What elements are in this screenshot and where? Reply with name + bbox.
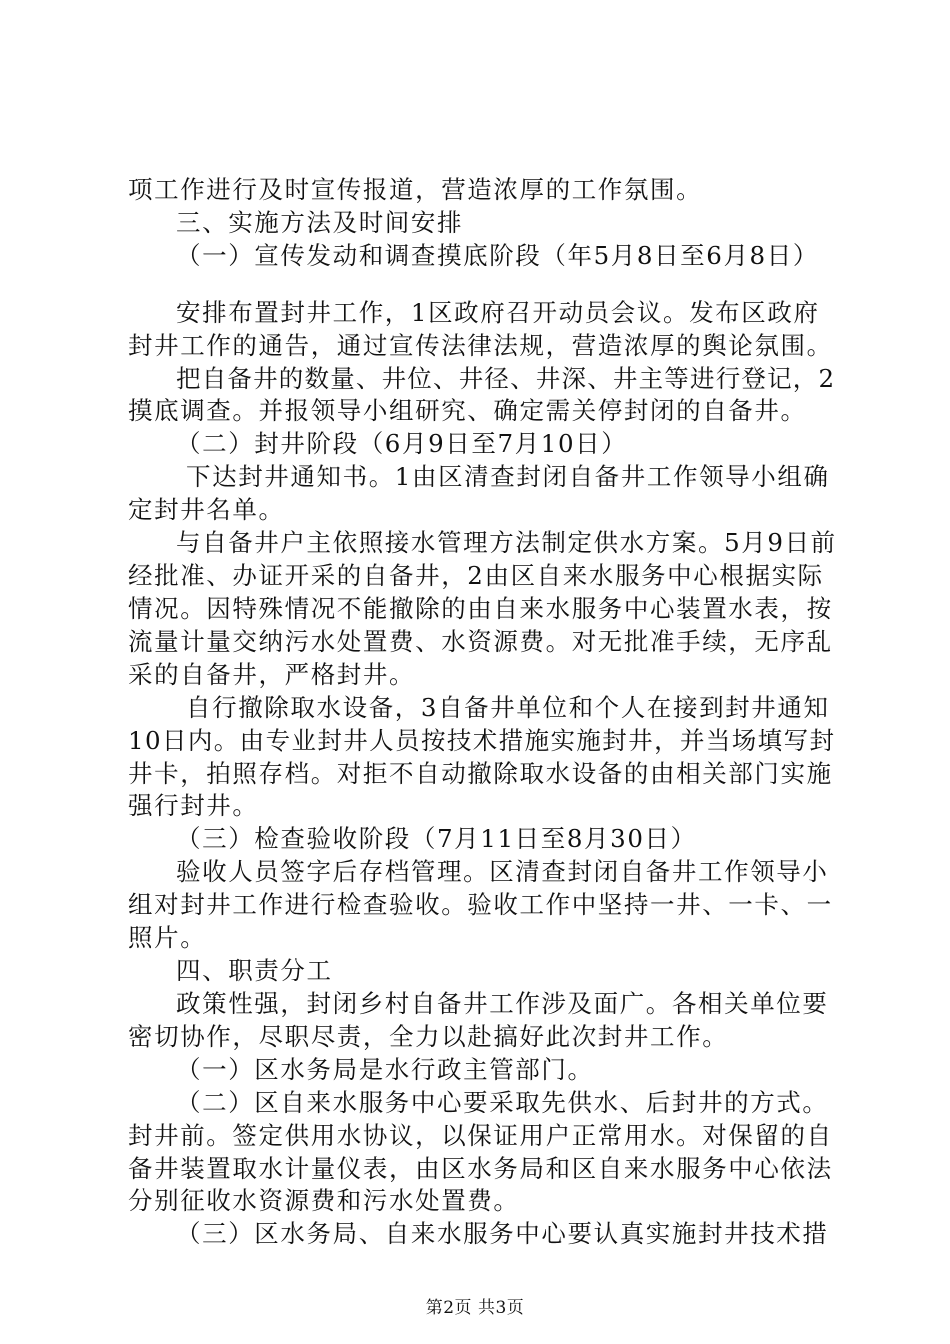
section-heading: 四、职责分工 (176, 956, 333, 985)
text-line: 情况。因特殊情况不能撤除的由自来水服务中心装置水表，按 (128, 594, 833, 623)
text-line: 封井前。签定供用水协议，以保证用户正常用水。对保留的自 (128, 1121, 833, 1150)
text-line: 摸底调查。并报领导小组研究、确定需关停封闭的自备井。 (128, 396, 807, 425)
text-line: 流量计量交纳污水处置费、水资源费。对无批准手续，无序乱 (128, 627, 833, 656)
text-line: 分别征收水资源费和污水处置费。 (128, 1186, 520, 1215)
subsection-heading: （二）区自来水服务中心要采取先供水、后封井的方式。 (176, 1088, 829, 1117)
text-line: 政策性强，封闭乡村自备井工作涉及面广。各相关单位要 (176, 989, 829, 1018)
text-line: 组对封井工作进行检查验收。验收工作中坚持一井、一卡、一 (128, 890, 833, 919)
text-line: 井卡，拍照存档。对拒不自动撤除取水设备的由相关部门实施 (128, 759, 833, 788)
text-line: 把自备井的数量、井位、井径、井深、井主等进行登记，2 (176, 364, 836, 393)
text-line: 与自备井户主依照接水管理方法制定供水方案。5月9日前 (176, 528, 837, 557)
text-line: 自行撤除取水设备，3自备井单位和个人在接到封井通知 (186, 693, 830, 722)
text-line: 封井工作的通告，通过宣传法律法规，营造浓厚的舆论氛围。 (128, 331, 833, 360)
text-line: 采的自备井，严格封井。 (128, 660, 416, 689)
section-heading: 三、实施方法及时间安排 (176, 208, 464, 237)
text-line: 照片。 (128, 923, 207, 952)
text-line: 定封井名单。 (128, 495, 285, 524)
subsection-heading: （一）区水务局是水行政主管部门。 (176, 1055, 594, 1084)
subsection-heading: （二）封井阶段（6月9日至7月10日） (176, 429, 628, 458)
text-line: 验收人员签字后存档管理。区清查封闭自备井工作领导小 (176, 857, 829, 886)
text-line: 10日内。由专业封井人员按技术措施实施封井，并当场填写封 (128, 726, 836, 755)
text-line: 强行封井。 (128, 791, 259, 820)
page-number-footer: 第2页 共3页 (425, 1298, 525, 1318)
text-line: 密切协作，尽职尽责，全力以赴搞好此次封井工作。 (128, 1022, 729, 1051)
text-line: 下达封井通知书。1由区清查封闭自备井工作领导小组确 (186, 462, 830, 491)
subsection-heading: （一）宣传发动和调查摸底阶段（年5月8日至6月8日） (176, 241, 819, 270)
text-line: 项工作进行及时宣传报道，营造浓厚的工作氛围。 (128, 175, 703, 204)
text-line: 经批准、办证开采的自备井，2由区自来水服务中心根据实际 (128, 561, 824, 590)
subsection-heading: （三）区水务局、自来水服务中心要认真实施封井技术措 (176, 1219, 829, 1248)
text-line: 安排布置封井工作，1区政府召开动员会议。发布区政府 (176, 298, 820, 327)
subsection-heading: （三）检查验收阶段（7月11日至8月30日） (176, 824, 697, 853)
text-line: 备井装置取水计量仪表，由区水务局和区自来水服务中心依法 (128, 1154, 833, 1183)
